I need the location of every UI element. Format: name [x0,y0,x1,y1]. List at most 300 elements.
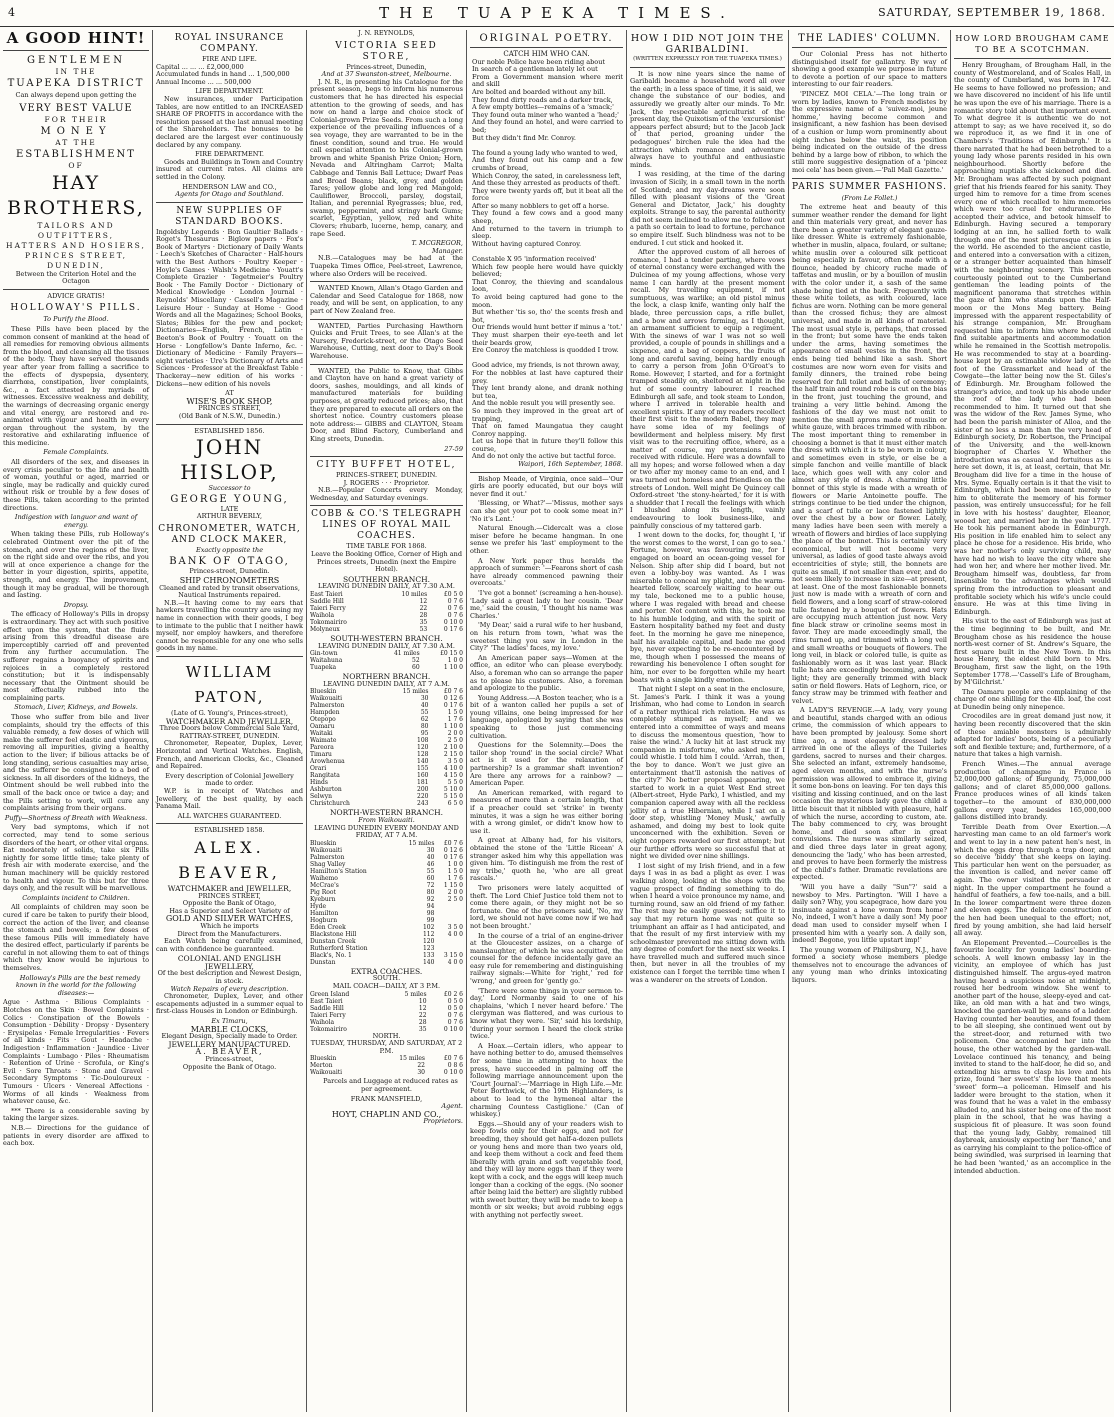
divider [310,364,463,365]
ad-title: ROYAL INSURANCE COMPANY. [174,33,285,54]
stop-name: Green Island [310,990,350,998]
timetable-row [310,931,463,938]
article-body [954,62,1111,1175]
paragraph: Young Address.—A Boston teacher, who is a bit of a wanton called her pupils a set of young villains, one being impressed for her language, apologized by saying that she was speaking to those just commencing cultivation. [470,693,623,740]
paragraph: Chronometer, Duplex, Lever, and other escapements adjusted in a summer equal to first-class Houses in London or Edinburgh. [156,992,303,1016]
stop-fare: 0 17 6 [443,853,463,861]
ad-text: Opposite the Bank of Otago, [182,899,277,908]
paragraph: I was residing, at the time of the daring invasion of Sicily, in a small town in the north of Scotland; and my day-dreams were soon filled with pleasant visions of the 'Great General and Dictator, Jack,' his doughty exploits. Strange to say, the parental authority did not seem inclined to allow me to follow out a path so certain to lead to fortune, perchance so empire itself. Such blindness was not to be endured. I cut stick and hooked it. [630,170,785,247]
stop-fare: 4 0 0 [447,930,463,938]
ad-text: Exactly opposite the [195,545,264,554]
ad-text: HOYT, CHAPLIN AND CO., [331,1109,442,1119]
timetable-row [310,709,463,716]
stop-fare: £0 15 0 [440,650,463,658]
poem-line: Constable X 95 'information received' [472,255,597,264]
disease-list: Ague · Asthma · Bilious Complaints · Blotches on the Skin · Bowel Complaints · Colics · Constipation of the Bowels · Consumption · Debility · Dropsy · Dysentery · Erysipelas · Female Irregularities · Fevers of all kinds · Fits · Gout · Headache · Indigestion · Inflammation · Jaundice · Liver Complaints · Lumbago · Piles · Rheumatism · Retention of Urine · Scrofula, or King's Evil · Sore Throats · Stone and Gravel · Secondary Symptoms · Tic-Douloureux · Tumours · Ulcers · Venereal Affections · Worms of all kinds · Weakness from whatever cause, &c. [3,998,149,1106]
poem-line: Ere Conroy the matchless is quodded I trow. [472,346,619,355]
poem-line: Without having captured Conroy. [472,239,582,248]
paragraph: A great at Albany had, for his visitors, obtained the stone of the 'Little Ricean' A stranger asked him why this appellation was given him. 'To distinguish me from the rest of my tribe,' quoth he, 'who are all great rascals.' [470,836,623,883]
ad-text: GENTLEMEN [27,55,125,66]
stop-name: Oamaru [310,723,335,731]
stop-fare: 0 17 6 [443,626,463,634]
stop-fare: 3 5 0 [447,923,463,931]
timetable-row [310,619,463,626]
paragraph: Holloway's Pills are the best remedy known in the world for the following diseases:— [15,973,141,997]
column-1 [0,30,152,1410]
stop-name: McCrae's [310,881,339,889]
timetable-row [310,868,463,875]
stop-name: Selwyn [310,793,332,801]
poem-line: Let us hope that in future they'll follow this course, [472,437,623,453]
ad-text: LEAVING DUNEDIN EVERY MONDAY AND FRIDAY, AT 7 A.M. [314,823,459,840]
subhead: Complaints incident to Children. [22,893,130,902]
stop-fare: 1 7 6 [447,874,463,882]
stop-fare [434,903,463,910]
divider [156,202,303,203]
stop-fare: 0 10 0 [443,1069,463,1077]
paragraph: WANTED, the Public to Know, that Gibbs and Clayton have on hand a great variety of doors, sashes, mouldings, and all kinds of manufactured materials for building purposes, at greatly reduced prices; also, that they are prepared to execute all orders on the shortest notice. Country customers please note address:— GIBBS and CLAYTON, Steam Door, and Blind Factory, Cumberland and King streets, Dunedin. [310,366,463,443]
timetable-row [310,605,463,612]
stop-name: Hogburn [310,916,338,924]
branch-title: SOUTHERN BRANCH. [342,574,431,584]
timetable-row [310,1062,463,1069]
stop-fare: 0 7 6 [447,1018,463,1026]
stop-fare: 5 15 0 [443,793,463,801]
divider [470,472,623,473]
hislop-title: JOHN HISLOP, [180,435,279,485]
stop-distance: 80 [426,888,435,896]
paragraph: Crocodiles are in great demand just now, it having been recently discovered that the skin of these amiable monsters is admirably adapted for ladies' boots, being of a peculiarly soft and flexible texture; and, furthermore, of a nature that takes a high varnish. [954,712,1111,759]
ad-text: BANK OF OTAGO, [169,555,290,567]
poem-line: They found outa miner who wanted a 'head;' [472,110,619,119]
subhead: (From Le Follet.) [841,193,898,202]
subhead: Dropsy. [63,600,89,609]
paragraph: N.B.—Popular Concerts every Monday, Wednesday, and Saturday evenings. [310,486,463,502]
ad-text: Every description of Colonial Jewellery made to order. [165,771,294,788]
timetable-row [310,1069,463,1076]
stop-distance: 22 [419,605,428,613]
poem-line: And they found out his camp and a few crumbs of bread, [472,156,623,172]
stop-distance: 35 [419,619,428,627]
ad-text: Three Doors below Commercial Sale Yard, [159,724,300,733]
stop-fare: 0 7 6 [447,605,463,613]
stop-fare: 1 0 0 [447,657,463,665]
paragraph: The extreme heat and beauty of this summer weather render the demand for light and thin materials very great, and never has there been a greater variety of elegant gauze-like dresser. White is extremely fashionable, whether in muslin, alpaca, foulard, or sultane; white muslin over a coloured silk petticoat being especially in favour, often made with a flounce, headed by chicory ruche made of taffetas and muslin, or by a bouillon of muslin with the color under it, a sash of the same shade being tied at the back. Frequently with these white toilets, as with coloured, lace fichus are worn. Nothing can be more general than the crossed fichus; they are almost universal, and made in all kinds of material. The most usual style is, perhaps, that crossed in the front; but some have the ends taken under the arms, having sometimes the appearance of small vestes in the front, the ends being tied behind like a sash. Short costumes are now worn even for visits and family dinners, the trained robe being reserved for full toilet and balls of ceremony; the half train and round robe is cut on the bias in the front, just touching the ground, and training a very little behind. Among the fashions of the day we must not omit to mention the small aprons made of muslin or white gauze, with braces trimmed with ribbon. The most important thing to remember in choosing a bonnet is that it must either match the dress with which it is to be worn in colour, and sometimes even in style, or else be a simple fanchon and veille mantille of black lace, which goes well with any color and almost any style of dress. A charming little bonnet of this style is made with a wreath of flowers or Marie Antoinette pouffe. The strings continue to be tied under the chignon, and a scarf of tulle or lace fastened lightly over the chest by a bow or flower. Lately, many ladies have been seen with merely a wreath of flowers and birdies of lace supplying the place of the bonnet. This is certainly very economical, but will not become very universal, as ladies of good taste always avoid eccentricities of style; still, the bonnets are quite as small, if not smaller than ever, and do not seem likely to increase in size—at present, at least. One of the most fashionable bonnets just now is made with a wreath of corn and field flowers, and a long scarf of straw-colored tulle fastened by a bouquet of flowers. Hats are occupying much attention just now. Very fine black straw or crinoline seems most in favor. They are made exceedingly small, the rims turned up, and trimmed with a long veil and small wreaths or bouquets of flowers. The long veil, in black or colored tulle, is quite as fashionably worn as it was last year. Black tulle hats are exceedingly becoming, and very light; they are generally trimmed with black satin or field flowers. Hats of Leghorn, rice, or fancy straw may be trimmed with feather and velvet. [792,203,947,705]
stop-name: Palmerston [310,853,345,861]
timetable-row [310,991,463,998]
poem-line: Are bolted and boarded without any bill. [472,87,606,96]
ad-text: Watch Repairs of every description. [170,984,289,993]
stop-name: Dunstan Creek [310,937,356,945]
ad-text: ALL WATCHES GUARANTEED. [177,811,282,820]
poem-line: They lent brandy alone, and drank nothing but tea, [472,384,623,400]
timetable-row [310,998,463,1005]
paragraph: WANTED, Parties Purchasing Hawthorn Quicks and Fruit Trees, to see Allan's at the Nursery, Frederick-street, or the Otago Seed Warehouse, Cutting, next door to Day's Book Warehouse. [310,321,463,360]
ad-text: (Late of G. Young's, Princes-street), [171,709,288,718]
stop-distance: 92 [426,895,435,903]
paragraph: N.B.— Directions for the guidance of patients in every disorder are affixed to each box. [3,1123,149,1148]
stop-name: Waihola [310,612,335,620]
divider [156,823,303,824]
stop-name: Pig Root [310,888,336,896]
stop-name: Timaru [310,751,332,759]
paragraph: When taking these Pills, rub Holloway's celebrated Ointment over the pit of the stomach, and over the regions of the liver, on the right side and over the ribs, and you will at once experience a change for the better in your digestion, spirits, appetite, strength, and energy. The improvement, though it may be gradual, will be thorough and lasting. [3,530,149,600]
ad-text: FRANK MANSFIELD, [350,1094,423,1103]
stop-name: Christchurch [310,800,350,808]
stop-distance: 160 [417,772,429,780]
ad-text: WISE'S BOOK SHOP, [186,396,273,406]
newspaper-title: THE TUAPEKA TIMES. [379,4,735,22]
timetable-row [310,772,463,779]
timetable-row [310,702,463,709]
paragraph: Natural Enough.—Cidercalt was a close miser before he became hangman. In one sense we prefer his 'last' employment to the other. [470,524,623,555]
stop-fare: 0 7 6 [447,598,463,606]
paragraph: 'I've got a bonnet' (screaming a hen-house). 'Lady said a great lady to her cousin. 'Dear me,' said the cousin, 'I thought his name was Charles.' [470,588,623,620]
issue-date: SATURDAY, SEPTEMBER 19, 1868. [878,6,1106,19]
timetable-row [310,688,463,695]
stop-name: Blackstone Hill [310,930,357,938]
ad-title: A GOOD HINT! [6,30,146,47]
paragraph: 'Will you have a daily "Sun"?' said a newsboy to Mrs. Partington. 'Will I have a daily son? Why, you scapegrace, how dare you insinuate against a lone woman from home? No, indeed, I won't have a daily son! My poor dead man used to consider myself when I presented him with a yearly son. A daily son, indeed! Begone, you little upstart imp!' [792,882,947,945]
stop-name: Orari [310,765,327,773]
stop-distance: 140 [417,758,429,766]
ad-text: Annual Income ... ... 500,000 [156,77,252,86]
stop-distance: 133 [422,951,435,959]
paragraph: Chronometer, Repeater, Duplex, Lever, Horizontal and Vertical Watches. English, French, and American Clocks, &c., Cleaned and Repaired. [156,739,303,771]
ad-text: MAIL COACH—DAILY, AT 3 P.M. [332,981,441,990]
stop-distance: 95 [420,730,429,738]
subhead: Indigestion with languor and want of energy. [14,513,138,529]
timetable-row [310,657,463,664]
poem-line: They found dirty roads and a darker track, [472,95,613,104]
ad-text: PRINCES STREET, [198,404,261,413]
timetable-row [310,598,463,605]
ad-title: NEW SUPPLIES OF STANDARD BOOKS. [175,205,284,227]
stop-fare: 1 0 0 [447,860,463,868]
stop-name: East Taieri [310,997,343,1005]
poem-line: They found a few cows and a good many sheep, [472,209,623,226]
stop-fare: 0 17 6 [443,702,463,710]
stop-fare: 6 5 0 [447,800,463,808]
ad-text: LATE [220,504,239,513]
ad-text: GEORGE YOUNG, [170,493,289,505]
poem-line: To avoid being captured had gone to the moon. [472,293,623,309]
poem-line: The found a young lady who wanted to wed, [472,148,618,157]
ad-text: Princes-street, [205,1055,254,1063]
stop-distance: 15 miles [399,1055,425,1063]
stop-distance: 46 [426,860,435,868]
stop-fare: 2 0 0 [447,888,463,896]
ad-text: Opposite the Bank of Otago. [182,1062,277,1071]
stop-name: Shag Valley [310,860,346,868]
paragraph: An American remarked, with regard to measures of more than a certain length, that if a preacher could set 'strike' in twenty minutes, it was a sign he was either boring with a wrong gimlet, or didn't know how to use it. [470,788,623,835]
stop-name: Palmerston [310,702,345,710]
stop-name: Rutherford Station [310,944,368,952]
ad-text: LEAVING DUNEDIN DAILY, AT 7.30 A.M. [317,582,455,591]
ad-text: ADVICE GRATIS! [47,291,105,300]
ad-text: TAILORS AND OUTFITTERS, [37,220,115,240]
stop-distance: 140 [422,958,435,966]
paragraph: 'PINCEZ MOI CELA.'—The long train or worn by ladies, known to French modistes by the expressive name of a 'suivez-moi, jeune homme,' having become common and insignificant, a new fashion has been devised of a cushion or lump worn prominently about eight inches below the waist, its position being indicated on the outside of the dress behind by a large bow of ribbon, to which the still more suggestive designation of a 'pincez moi cela' has been given.—'Pall Mall Gazette.' [792,89,947,174]
stop-distance: 220 [417,793,429,801]
ad-text: LEAVING DUNEDIN DAILY, AT 7 A.M. [323,679,450,688]
timetable-row [310,1005,463,1012]
divider [310,505,463,506]
subhead: Stomach, Liver, Kidneys, and Bowels. [14,703,138,712]
stop-fare: 3 5 0 [447,758,463,766]
ad-text: COLONIAL AND ENGLISH JEWELLERY, [177,954,282,971]
pills-title: HOLLOWAY'S PILLS. [10,303,142,314]
stop-distance: 30 [417,1069,425,1077]
stop-distance: 12 [418,1004,427,1012]
timetable-row [310,695,463,702]
timetable-row [310,938,463,945]
paragraph: The efficacy of Holloway's Pills in dropsy is extraordinary. They act with such positive effect upon the system, that the fluids arising from this dreadful disease are imperceptibly carried off and prevented from any further accumulation. The sufferer regains a buoyancy of spirits and rejoices in a completely restored constitution; but it is indispensably necessary that the Ointment should be most effectually rubbed into the complaining parts. [3,610,149,702]
stop-name: Waikouaiti [310,695,343,703]
timetable-row [310,917,463,924]
ad-text: WATCHMAKER AND JEWELLER, [165,716,294,726]
stop-name: Waitahuna [310,657,343,665]
stop-distance: 108 [417,737,429,745]
stop-fare: 1 10 0 [443,723,463,731]
ad-text: Agents for Otago and Southland. [175,190,284,199]
poem-signature: Waipori, 16th September, 1868. [518,460,623,469]
timetable-row [310,889,463,896]
stop-distance: 35 [418,1025,427,1033]
ad-text: And at 37 Swanston-street, Melbourne. [321,70,452,79]
ad-text: ESTABLISHED 1856. [194,426,265,435]
stop-name: Merton [310,1062,333,1070]
timetable-row [310,723,463,730]
stop-fare [434,910,463,917]
subhead: Puffy—Shortness of Breath with Weakness. [4,813,148,822]
stop-distance: 112 [422,930,435,938]
stop-distance: 22 [417,1062,425,1070]
divider [792,47,947,48]
stop-name: Dunstan [310,958,336,966]
ad-text: ESTABLISHMENT [16,148,136,160]
poem-line: Good advice, my friends, is not thrown away, [472,361,620,370]
ad-text: Princes-street, Dunedin, [346,62,427,71]
poem-line: That on famed Maungatua they caught Conroy napping. [472,422,623,438]
paragraph: That night I slept on a seat in the enclosure, St. James's Park. I think it was a young Irishman, who had come to London in search of a rather mythical rich relation. He was as completely stumped as myself; and we entered into a committee of ways and means to discuss the momentous question, 'how to raise the wind.' A lucky hit at last struck my companion in misfortune, who asked me if I could whistle. I told him I could. 'Arrah, then, the boy to dance. Won't we just give an entertainment that'll astonish the natives of the city?' No better proposal appearing, we started to work in a quiet West End street (Albert-street, Hyde Park), I whistled, and my companion capered away with all the reckless jollity of a true Hibernian, while I sat on a door step, whistling 'Money Musk,' awfully ashamed, and doing my best to look quite unconcerned with the exhibition. Seven or eight coppers rewarded our first attempt; but our further efforts were so successful that at night we divided over nine shillings. [630,685,785,861]
stop-fare: 2 15 0 [443,751,463,759]
paragraph: An American paper says—Women at the office, an editor who can please everybody. Also, a foreman who can so arrange the paper as to please his customers. Also, a foreman and apologize to the public. [470,653,623,693]
stop-name: Pareora [310,744,334,752]
paragraph: I went down to the docks, for, thought I, 'if the worst comes to the worst, I can go to sea.' Fortune, however, was favouring me, for I engaged on board an ocean-going vessel for Nelson. Ship after ship did I board, but not even a lobby-boy was wanted. As I was miserable to conceal my plight, and the warm-hearted fellow, scarcely waiting to hear out my tale, beckoned me to a public house, where I was regaled with bread and cheese and porter. Not content with this, he took me to his humble lodging, and with the spirit of Eastern hospitality bathed my feet and dusty feet. In the morning he gave me ninepence, half his available capital, and bade me good bye, never expecting to be re-encountered by me, though when I possessed the means of rewarding his benevolence I often sought for him, nor ever to be forgotten while my heart beats with a single kindly emotion. [630,531,785,684]
stop-distance: 99 [426,916,435,924]
stop-distance: 55 [426,867,435,875]
timetable-extra-north [310,1055,463,1076]
stop-distance: 53 [419,626,428,634]
timetable-row [310,612,463,619]
stop-name: Rangitata [310,772,340,780]
stop-name: Hampden [310,709,340,717]
stop-name: Blueskin [310,839,337,847]
paragraph: These Pills have been placed by the common consent of mankind at the head of all remedies for removing obvious ailments from the blood, and cleansing all the tissues of the body. They have served thousands year after year from falling a sacrifice to the effects of dyspepsia, dysentery, diarrhœa, constipation, liver complaints, &c., a fact attested by myriads of witnesses. Excessive weakness and debility, the warnings of decreasing organic energy and vital energy, are restored and re-animated with vigour and health in every organ throughout the system, by the restorative and exhilarating influence of this medicine. [3,324,150,447]
ad-text: Between the Criterion Hotel and the Octagon [15,269,137,286]
paragraph: Goods and Buildings in Town and Country insured at current rates. All claims are settled in the Colony. [156,157,303,181]
stop-name: East Taieri [310,591,343,599]
ad-text: CHRONOMETER, WATCH, AND CLOCK MAKER, [158,523,301,545]
ad-text: RATTRAY-STREET, DUNEDIN. [179,731,280,740]
ad-title: CITY BUFFET HOTEL, [316,460,457,471]
timetable-row [310,786,463,793]
ad-text: SHIP CHRONOMETERS [179,576,280,586]
stop-name: Saddle Hill [310,1004,344,1012]
timetable-row [310,765,463,772]
paragraph: 'Blessing, or What?'—'Missus, mother says can she get your pot to cook some meat in?' 'No it's Lent.' [470,499,623,523]
stop-distance: 5 miles [404,990,427,998]
divider [156,424,303,425]
article-title: PARIS SUMMER FASHIONS. [792,181,947,192]
stop-fare: 4 15 0 [443,772,463,780]
paragraph: J. N. R., in presenting his Catalogue for the present season, begs to inform his numerous customers that he has directed his especial attention to the growing of seeds, and has now on hand a large and choice stock of Colonial-grown Prize Seeds. From such a long experience of the prevailing influences of a sea voyage, they are warranted to be in the finest condition, sound and true. He would call especial attention to his Colonial-grown brown and white Spanish Prize Onion; Horn, Nevada and Altringham Carrot; Malta Cabbage and Tennis Ball Lettuce; Dwarf Peas and Broad Beans; black, grey, and golden Tares; yellow globe and long red Mangold; Cauliflower, Broccoli, parsley, dogstail, Italian, and perennial Ryegrasses; blue, red, swamp, peppermint, and stringy bark Gums; scarlet, Egyptian, yellow, red and white Clovers; rhubarb, lucerne, hemp, canary, and rape Seed. [310,77,463,238]
paragraph: N.B.—Catalogues may be had at the Tuapeka Times Office, Peel-street, Lawrence, where also Orders will be received. [310,254,463,278]
stop-fare: £0 5 0 [443,591,463,599]
poem-line: A few empty bottles—remains of a 'smack;' [472,103,614,112]
article-subtitle: (WRITTEN EXPRESSLY FOR THE TUAPEKA TIMES.) [633,56,782,62]
stop-name: Blueskin [310,688,337,696]
ad-text: AT [225,389,234,398]
stop-name: Kyeburn [310,895,336,903]
stop-fare: 0 5 0 [447,997,463,1005]
timetable-row [310,847,463,854]
stop-fare: 5 10 0 [443,786,463,794]
timetable-extra-south [310,991,463,1033]
branch-title: NORTH-WESTERN BRANCH. [329,808,444,818]
stop-distance: 120 [422,937,435,945]
branch-title: NORTHERN BRANCH. [342,672,431,682]
subhead: Female Complaints. [43,448,109,457]
timetable-row [310,1012,463,1019]
stop-fare: 0 10 0 [443,1025,463,1033]
paragraph: Each Watch being carefully examined, can with confidence be guaranteed. [156,937,303,953]
timetable-row [310,744,463,751]
stop-fare: 2 5 0 [447,737,463,745]
stop-fare [434,938,463,945]
column-5 [627,30,788,1410]
divider [310,319,463,320]
ad-text: JEWELLERY MANUFACTURED. [168,1039,291,1049]
stop-distance: 243 [417,800,429,808]
stop-distance: 200 [417,786,429,794]
ad-text: Accumulated funds in hand ... 1,500,000 [156,70,290,79]
stop-distance: 80 [420,723,429,731]
stop-distance: 15 miles [408,839,435,847]
paragraph: 'My Dear,' said a rural wife to her husband, on his return from town, 'what was the sweetest thing you saw in London in the City?' 'The ladies' faces, my love.' [470,621,623,653]
ad-text: Elegant Design, Specially made to Order. [161,1032,298,1041]
paragraph: N.B.—It having come to my ears that hawkers travelling the country are using my name in connection with their goods, I beg to intimate to the public that I neither hawk myself, nor employ hawkers, and therefore cannot be responsible for any one who sells goods in my name. [156,598,303,653]
stop-fare: 4 10 0 [443,765,463,773]
paragraph: Leave the Booking Office, Corner of High and Princes streets, Dunedin (next the Empire Hotel). [311,550,462,574]
poem-line: From a Government mansion where merit and skill [472,72,623,89]
poem-line: And returned to the tavern in triumph to sleep. [472,224,623,241]
ad-text: Proprietors. [423,1117,463,1126]
subhead: To Purify the Blood. [43,315,109,324]
timetable-row [310,800,463,807]
poem-line: They were twenty yards off, but it beat all the force [472,186,623,203]
paragraph: WANTED Known, Allan's Otago Garden and Calendar and Seed Catalogue for 1868, now ready, and will be sent, on application, to any part of New Zealand free. [310,284,463,315]
timetable-row [310,896,463,903]
paragraph: 'There were some things in your sermon to-day,' Lord Normanby said to one of his chaplains, 'which I never heard before.' The clergyman was flattered, and was curious to know what they were. 'Sir,' said his lordship, 'during your sermon I heard the clock strike twice.' [470,986,623,1041]
ad-text: TUESDAY, THURSDAY, AND SATURDAY, AT 2 P.M. [310,1039,463,1055]
stop-name: Ashburton [310,786,342,794]
timetable-row [310,751,463,758]
stop-fare: 4 0 0 [447,958,463,966]
ad-text: PRINCES STREET, [25,250,127,260]
divider [792,178,947,179]
ad-text: A. BEAVER, [195,1047,264,1057]
timetable-row [310,664,463,671]
stop-distance: 155 [417,765,429,773]
column-4 [467,30,626,1410]
ad-text: AT THE [55,137,97,147]
timetable-northern [310,688,463,807]
stop-distance: 10 miles [401,591,428,599]
book-list: Ingoldsby Legends · Bon Gaultier Ballads · Roget's Thesaurus · Biglow papers · Fox's Book of Martyrs · Dictionary of Daily Wants · Leech's Sketches of Character · Half-hours with the Best Authors · Poultry Keeper · Hoyle's Games · Walsh's Medicine · Youatt's Complete Grazier · Tegetmeier's Poultry Book · The Family Doctor · Dictionary of Medical Knowledge · London Journal · Reynolds' Miscellany · Cassell's Magazine · Leisure Hour · Sunday at Home · Good Words and all the Magazines; School Books, Slates; Bibles for the pew and pocket; Dictionaries—English, French, Latin · Beeton's Book of Poultry · Youatt on the Horse · Longfellow's Dante Inferno, &c. · Dictionary of Medicine · Family Prayers—eight varieties · Ure's Dictionary of Arts and Sciences · Professor at the Breakfast Table · Thackeray—new edition of his works · Dickens—new edition of his novels [156,227,303,388]
page-number: 4 [8,6,15,19]
poem-line: And they found an hotel, and were carried to bed; [472,118,623,134]
stop-name: Hinds [310,779,328,787]
stop-name: Black's, No. 1 [310,951,352,959]
section-title: THE LADIES' COLUMN. [798,33,941,44]
stop-name: Blueskin [310,1055,337,1063]
ad-text: GOLD AND SILVER WATCHES, [165,914,294,924]
stop-fare: 0 7 6 [447,1011,463,1019]
stop-name: Waimate [310,737,337,745]
paragraph: A Hoax.—Certain idlers, who appear to have nothing better to do, amused themselves for some time in attempting to hoax the press, have succeeded in palming off the following marriage announcement upon the 'Court Journal':—'Marriage in High Life.—Mr. Peter Borthwick, of the 19th Highlanders, is about to lead to the hymeneal altar the charming Countess Castiglione.' (Can of whiskey.) [470,1041,623,1119]
stop-fare: 0 5 0 [447,1004,463,1012]
divider [3,50,149,51]
stop-fare [434,945,463,952]
article-title: HOW I DID NOT JOIN THE GARIBALDINI. [630,33,785,55]
ad-text: J. N. REYNOLDS, [358,30,415,37]
timetable-row [310,861,463,868]
stop-distance: 40 [420,702,429,710]
ad-text: FOR THEIR [44,114,108,124]
ad-text: Princes-street, Dunedin. [189,566,270,575]
stop-distance: 28 [418,1018,427,1026]
paragraph: *** There is a considerable saving by taking the larger sizes. [3,1106,149,1123]
ad-text: HENDERSON LAW and CO., [182,182,277,191]
ad-title: VICTORIA SEED STORE, [335,40,438,62]
timetable-row [310,854,463,861]
stop-name: Otepopo [310,716,336,724]
paragraph: W.P. is in receipt of Watches and Jewellery, of the best quality, by each Panama Mail. [156,786,303,811]
stop-name: Gin-town [310,650,338,658]
article-title: HOW LORD BROUGHAM CAME TO BE A SCOTCHMAN. [955,34,1110,54]
stop-distance: 181 [417,779,429,787]
stop-fare [434,917,463,924]
stop-distance: 28 [419,612,428,620]
poem-line: And do not only the active but tactful force. [472,452,616,461]
divider [310,456,463,457]
ad-text: OF [68,160,84,170]
divider [156,656,303,657]
paragraph: The young women of Philipsburg, N.J., have formed a society whose members pledge themselves not to encourage the advances of any young man who drinks intoxicating liquors. [792,945,947,985]
poem-line: That Conroy, the thieving and scandalous loon, [472,277,623,294]
stop-fare: 0 12 6 [443,695,463,703]
stop-fare: £0 2 6 [443,990,463,998]
firm-name: HAY BROTHERS, [7,171,145,219]
divider [3,289,149,290]
poem-line: Which Conroy, the sated, in carelessness left, [472,171,622,180]
ad-text: ARTHUR BEVERLY, [196,512,263,521]
ad-text: LEAVING DUNEDIN DAILY, AT 7.30 A.M. [317,641,455,650]
timetable-row [310,959,463,966]
paragraph: Henry Brougham, of Brougham Hall, in the county of Westmoreland, and of Scales Hall, in the county of Cumberland, was born in 1742. He seems to have followed no profession; and we have discovered no incident of his life until he was upon the eve of his marriage. There is a romantic story told about that important event. To what degree it is authentic we do not attempt to say; as we have received it, so do we reproduce it, as we find it in one of Chambers's 'Traditions of Edinburgh.' It is there narrated that he had been betrothed to a young lady whose parents resided in his own neighbourhood. Shortly before the approaching nuptials she sickened and died. Mr. Brougham was affected by such poignant grief that his friends feared for his sanity. They urged him to remove for a time from scenes every one of which recalled to him memories which were too cruel for endurance. He accepted their advice, and betook himself to Edinburgh. Having secured a temporary lodging at an inn, he sallied forth to walk through one of the most picturesque cities in the world. He ascended to the ancient castle, and entered into a conversation with a citizen, or a stranger better acquainted than himself with the neighbouring scenery. This person courteously pointed out to the Cumberland gentleman the leading points of the magnificent panorama that stretches within the gaze of him who stands upon the Half-moon or the Mons Meg battery. Being impressed with the apparent respectability of his strange companion, Mr. Brougham requested him to inform him where he could find suitable apartments and accommodation while he remained in the Scottish metropolis. He was recommended to stay at a boarding-house kept by an estimable widow lady at the foot of the Grassmarket and head of the Cowgate—the latter being now the St. Giles's of Edinburgh. Mr. Brougham followed the stranger's advice, and took up his abode under the roof of the lady who had been recommended to him. It turned out that she was the widow of the Rev. James Syme, who had been the parish minister of Alloa, and the sister of no less a man than the very head of Edinburgh society, Dr. Robertson, the Principal of the University, and the well-known biographer of Charles V. Whether the introduction was as casual and fortuitous as is here set down, it is, at least, certain, that Mr. Brougham did live for a time in the house of Mrs. Syme. Equally certain is it that the visit to Edinburgh, which had been meant merely to him to obliterate the memory of his former passion, was entirely unsuccessful; for he fell in love with his hostess' daughter, Eleanor, wooed her, and married her in the year 1777. He took his permanent abode in Edinburgh. His position in life enabled him to select any place he chose for a residence. His bride, who was her mother's only surviving child, may have had no wish to leave the city where she had won her, and where her mother lived. Mr. Brougham himself was, doubtless, far from insensible to the advantages which would spring from the introduction to pleasant and profitable society which his wife's uncle could ensure. He was at this time living in Edinburgh. [954,61,1111,616]
